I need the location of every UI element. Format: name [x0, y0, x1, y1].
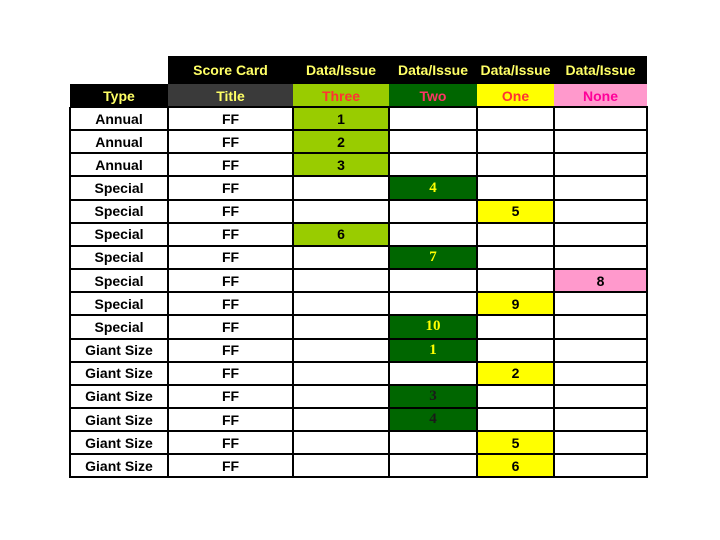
data-issue-header-three: Data/Issue — [293, 56, 389, 84]
row-type-cell: Special — [70, 176, 168, 199]
row-divider — [70, 175, 648, 177]
empty-cell-three — [293, 246, 389, 269]
row-divider — [70, 430, 648, 432]
empty-cell-three — [293, 269, 389, 292]
empty-cell-none — [554, 176, 647, 199]
empty-cell-three — [293, 408, 389, 431]
empty-cell-two — [389, 153, 477, 176]
empty-cell-none — [554, 431, 647, 454]
type-header: Type — [70, 84, 168, 107]
row-type-cell: Annual — [70, 153, 168, 176]
score-cell-none: 8 — [554, 269, 647, 292]
row-divider — [70, 407, 648, 409]
row-divider — [70, 338, 648, 340]
row-title-cell: FF — [168, 223, 293, 246]
empty-cell-none — [554, 107, 647, 130]
row-title-cell: FF — [168, 246, 293, 269]
row-divider — [70, 291, 648, 293]
empty-cell-two — [389, 362, 477, 385]
row-title-cell: FF — [168, 431, 293, 454]
empty-cell-three — [293, 385, 389, 408]
empty-cell-two — [389, 454, 477, 477]
score-cell-one: 9 — [477, 292, 554, 315]
row-title-cell: FF — [168, 454, 293, 477]
row-type-cell: Giant Size — [70, 385, 168, 408]
row-title-cell: FF — [168, 339, 293, 362]
empty-cell-two — [389, 431, 477, 454]
score-cell-two: 3 — [389, 385, 477, 408]
column-divider — [646, 107, 648, 478]
row-type-cell: Giant Size — [70, 431, 168, 454]
empty-cell-one — [477, 223, 554, 246]
row-type-cell: Giant Size — [70, 362, 168, 385]
column-divider — [476, 107, 478, 478]
empty-cell-one — [477, 107, 554, 130]
empty-cell-two — [389, 200, 477, 223]
empty-cell-none — [554, 130, 647, 153]
empty-cell-none — [554, 292, 647, 315]
column-divider — [292, 107, 294, 478]
row-type-cell: Giant Size — [70, 408, 168, 431]
title-header: Title — [168, 84, 293, 107]
row-title-cell: FF — [168, 385, 293, 408]
column-divider — [553, 107, 555, 478]
row-title-cell: FF — [168, 269, 293, 292]
empty-cell-one — [477, 130, 554, 153]
row-divider — [70, 453, 648, 455]
empty-cell-one — [477, 269, 554, 292]
row-divider — [70, 129, 648, 131]
empty-cell-none — [554, 200, 647, 223]
data-issue-header-none: Data/Issue — [554, 56, 647, 84]
row-title-cell: FF — [168, 107, 293, 130]
empty-cell-three — [293, 176, 389, 199]
empty-cell-none — [554, 385, 647, 408]
row-type-cell: Special — [70, 200, 168, 223]
empty-cell-two — [389, 269, 477, 292]
column-divider — [388, 107, 390, 478]
three-header: Three — [293, 84, 389, 107]
empty-cell-three — [293, 431, 389, 454]
empty-cell-none — [554, 454, 647, 477]
row-divider — [70, 476, 648, 478]
score-cell-two: 4 — [389, 176, 477, 199]
empty-cell-none — [554, 339, 647, 362]
empty-cell-one — [477, 408, 554, 431]
empty-cell-none — [554, 223, 647, 246]
row-divider — [70, 106, 648, 108]
row-type-cell: Special — [70, 246, 168, 269]
empty-cell-none — [554, 153, 647, 176]
empty-cell-three — [293, 362, 389, 385]
score-cell-three: 2 — [293, 130, 389, 153]
row-title-cell: FF — [168, 362, 293, 385]
score-cell-two: 4 — [389, 408, 477, 431]
one-header: One — [477, 84, 554, 107]
row-divider — [70, 314, 648, 316]
empty-cell-three — [293, 315, 389, 338]
row-type-cell: Annual — [70, 107, 168, 130]
empty-cell-one — [477, 339, 554, 362]
row-type-cell: Giant Size — [70, 454, 168, 477]
score-cell-two: 7 — [389, 246, 477, 269]
empty-cell-one — [477, 176, 554, 199]
score-cell-three: 3 — [293, 153, 389, 176]
empty-cell-three — [293, 200, 389, 223]
empty-cell-one — [477, 246, 554, 269]
column-divider — [69, 107, 71, 478]
data-issue-header-two: Data/Issue — [389, 56, 477, 84]
row-type-cell: Special — [70, 269, 168, 292]
empty-cell-two — [389, 130, 477, 153]
row-divider — [70, 384, 648, 386]
empty-cell-one — [477, 385, 554, 408]
row-title-cell: FF — [168, 408, 293, 431]
empty-cell-two — [389, 107, 477, 130]
empty-cell-two — [389, 292, 477, 315]
empty-cell-none — [554, 408, 647, 431]
row-divider — [70, 361, 648, 363]
row-type-cell: Giant Size — [70, 339, 168, 362]
empty-cell-one — [477, 315, 554, 338]
row-divider — [70, 268, 648, 270]
row-divider — [70, 222, 648, 224]
score-cell-three: 1 — [293, 107, 389, 130]
empty-cell-none — [554, 315, 647, 338]
score-cell-one: 6 — [477, 454, 554, 477]
empty-cell-two — [389, 223, 477, 246]
score-card-header: Score Card — [168, 56, 293, 84]
empty-cell-none — [554, 246, 647, 269]
row-title-cell: FF — [168, 130, 293, 153]
row-type-cell: Annual — [70, 130, 168, 153]
row-title-cell: FF — [168, 200, 293, 223]
row-title-cell: FF — [168, 315, 293, 338]
score-cell-one: 5 — [477, 431, 554, 454]
row-title-cell: FF — [168, 292, 293, 315]
empty-cell-none — [554, 362, 647, 385]
row-type-cell: Special — [70, 315, 168, 338]
empty-cell-three — [293, 454, 389, 477]
empty-cell-one — [477, 153, 554, 176]
score-cell-one: 5 — [477, 200, 554, 223]
row-divider — [70, 152, 648, 154]
empty-cell-three — [293, 292, 389, 315]
row-type-cell: Special — [70, 292, 168, 315]
empty-cell-three — [293, 339, 389, 362]
two-header: Two — [389, 84, 477, 107]
none-header: None — [554, 84, 647, 107]
row-divider — [70, 199, 648, 201]
row-divider — [70, 245, 648, 247]
row-title-cell: FF — [168, 176, 293, 199]
row-type-cell: Special — [70, 223, 168, 246]
score-cell-one: 2 — [477, 362, 554, 385]
score-cell-three: 6 — [293, 223, 389, 246]
score-cell-two: 10 — [389, 315, 477, 338]
score-cell-two: 1 — [389, 339, 477, 362]
data-issue-header-one: Data/Issue — [477, 56, 554, 84]
column-divider — [167, 107, 169, 478]
row-title-cell: FF — [168, 153, 293, 176]
